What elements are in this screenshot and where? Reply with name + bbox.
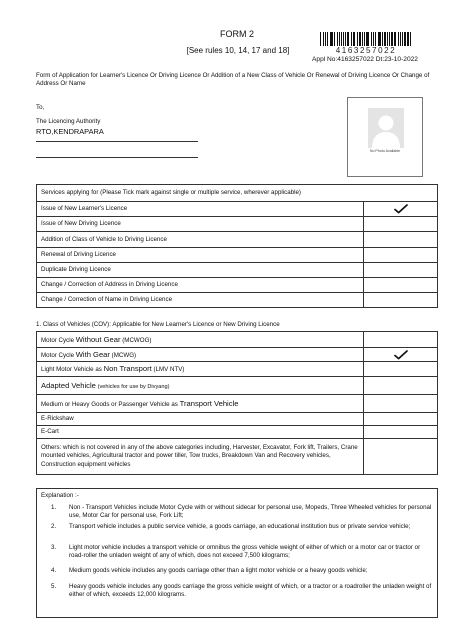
service-label: Change / Correction of Name in Driving Licence	[37, 293, 364, 308]
service-row	[37, 202, 438, 217]
barcode-bar	[391, 32, 392, 46]
barcode-bar	[404, 32, 406, 46]
service-label: Duplicate Driving Licence	[37, 262, 364, 277]
explanation-box	[36, 488, 438, 618]
barcode-bar	[389, 32, 390, 46]
explanation-number: 4.	[51, 567, 57, 574]
service-checkbox[interactable]	[364, 217, 438, 232]
vehicle-prefix: Motor Cycle	[41, 351, 75, 359]
vehicle-checkbox[interactable]	[364, 395, 438, 413]
explanation-item	[51, 583, 433, 599]
barcode-bar	[327, 32, 328, 46]
barcode-bar	[407, 32, 408, 46]
service-label: Change / Correction of Address in Driving Licence	[37, 277, 364, 292]
barcode-bar	[371, 32, 372, 46]
service-label: Renewal of Driving Licence	[37, 247, 364, 262]
service-label: Issue of New Driving Licence	[37, 217, 364, 232]
barcode-bar	[320, 32, 321, 46]
vehicle-prefix: Motor Cycle	[41, 336, 75, 344]
services-header: Services applying for (Please Tick mark against single or multiple service, wherever applicable)	[37, 185, 438, 202]
barcode-bar	[373, 32, 374, 46]
vehicle-checkbox[interactable]	[364, 332, 438, 348]
explanation-item	[51, 567, 433, 575]
explanation-text: Heavy goods vehicle includes any goods carriage the gross vehicle weight of which, or a tractor or a roadroller the unladen weight of either of which, exceeds 12,000 kilograms.	[69, 583, 432, 599]
service-label: Issue of New Learner's Licence	[37, 202, 364, 217]
barcode-bar	[334, 32, 335, 46]
barcode-bar	[357, 32, 358, 46]
vehicle-main: E-Rickshaw	[37, 413, 364, 426]
vehicle-main: With Gear	[75, 349, 110, 359]
vehicle-main: Without Gear	[75, 334, 121, 344]
addressee-rto: RTO,KENDRAPARA	[36, 127, 104, 136]
barcode-bar	[400, 32, 401, 46]
barcode-bar	[330, 32, 331, 46]
vehicle-main: Adapted Vehicle	[41, 380, 96, 390]
vehicle-class-table	[36, 331, 438, 475]
barcode-bar	[394, 32, 395, 46]
vehicle-checkbox[interactable]	[364, 439, 438, 475]
vehicle-row-mcwg	[37, 348, 438, 362]
services-table	[36, 184, 438, 308]
service-checkbox[interactable]	[364, 247, 438, 262]
barcode-bar	[359, 32, 360, 46]
barcode-bar	[364, 32, 365, 46]
vehicle-checkbox[interactable]	[364, 426, 438, 439]
barcode-bar	[402, 32, 403, 46]
barcode-bar	[347, 32, 349, 46]
vehicle-note: (vehicles for use by Divyang)	[97, 383, 170, 390]
barcode-bar	[362, 32, 363, 46]
form-title: FORM 2	[219, 29, 254, 39]
barcode-bar	[331, 32, 333, 46]
explanation-title: Explanation :-	[41, 492, 79, 499]
photo-caption: No Photo Available	[369, 149, 401, 153]
vehicle-main: Non Transport	[103, 364, 152, 374]
barcode-bar	[325, 32, 326, 46]
service-row	[37, 232, 438, 247]
cov-title: 1. Class of Vehicles (COV): Applicable for New Learner's Licence or New Driving Licence	[36, 321, 280, 328]
addressee-to: To,	[36, 104, 45, 111]
vehicle-checkbox[interactable]	[364, 362, 438, 377]
vehicle-row-lmv	[37, 362, 438, 377]
explanation-item	[51, 523, 433, 531]
form-description: Form of Application for Learner's Licence Or Driving Licence Or Addition of a New Class of Vehicle Or Renewal of Driving Licence Or Change of Address Or Name	[36, 72, 430, 88]
person-placeholder-icon	[368, 108, 404, 148]
barcode-bar	[410, 32, 411, 46]
vehicle-code: (MCWG)	[111, 351, 137, 359]
service-checkbox[interactable]	[364, 262, 438, 277]
service-checkbox[interactable]	[364, 293, 438, 308]
vehicle-checkbox[interactable]	[364, 413, 438, 426]
vehicle-label	[37, 395, 364, 413]
vehicle-main: Transport Vehicle	[179, 398, 239, 408]
barcode-bar	[351, 32, 352, 46]
explanation-number: 3.	[51, 544, 57, 551]
explanation-number: 2.	[51, 523, 57, 530]
barcode-bar	[343, 32, 344, 46]
barcode-bar	[341, 32, 342, 46]
barcode-bar	[323, 32, 324, 46]
vehicle-row-mhgv	[37, 395, 438, 413]
vehicle-row-others	[37, 439, 438, 475]
explanation-text: Light motor vehicle includes a transport vehicle or omnibus the gross vehicle weight of either of which or a motor car or tractor or road-roller the unladen weight of any of which, does not exceed 7,500 kilograms;	[69, 544, 421, 560]
explanation-number: 5.	[51, 583, 57, 590]
vehicle-label	[37, 332, 364, 348]
service-checkbox[interactable]	[364, 202, 438, 217]
vehicle-row-ecart	[37, 426, 438, 439]
service-checkbox[interactable]	[364, 277, 438, 292]
vehicle-checkbox[interactable]	[364, 377, 438, 395]
barcode-bar	[387, 32, 388, 46]
vehicle-others-label: Others: which is not covered in any of the above categories including, Harvester, Excavator, Fork lift, Trailers, Crane mounted vehicles, Agricultural tractor and power tiller, Tow trucks, Breakdown Van and Recovery vehicles, Construction equipment vehicles	[37, 439, 364, 475]
service-row	[37, 247, 438, 262]
vehicle-main: E-Cart	[37, 426, 364, 439]
vehicle-row-erickshaw	[37, 413, 438, 426]
barcode-bar	[354, 32, 355, 46]
explanation-text: Transport vehicle includes a public service vehicle, a goods carriage, an educational institution bus or private service vehicle;	[69, 523, 411, 530]
explanation-item	[51, 504, 433, 520]
service-checkbox[interactable]	[364, 232, 438, 247]
barcode-bar	[382, 32, 383, 46]
barcode-bar	[367, 32, 369, 46]
service-row	[37, 217, 438, 232]
vehicle-checkbox[interactable]	[364, 348, 438, 362]
vehicle-row-adapted	[37, 377, 438, 395]
barcode-bar	[339, 32, 340, 46]
explanation-text: Medium goods vehicle includes any goods carriage other than a light motor vehicle or a heavy goods vehicle;	[69, 567, 368, 574]
application-number: Appl No:4163257022 Dt:23-10-2022	[312, 56, 418, 63]
service-row	[37, 262, 438, 277]
vehicle-prefix: Medium or Heavy Goods or Passenger Vehicle as	[41, 400, 178, 408]
explanation-number: 1.	[51, 504, 57, 511]
vehicle-code: (LMV NTV)	[153, 366, 185, 374]
barcode-bar	[345, 32, 346, 46]
barcode-bar	[375, 32, 376, 46]
barcode-bar	[384, 32, 386, 46]
vehicle-label	[37, 348, 364, 362]
barcode-bar	[395, 32, 396, 46]
barcode-bar	[398, 32, 399, 46]
vehicle-label	[37, 362, 364, 377]
vehicle-code: (MCWOG)	[122, 336, 152, 344]
explanation-item	[51, 544, 433, 560]
vehicle-row-mcwog	[37, 332, 438, 348]
barcode	[320, 32, 412, 46]
service-row	[37, 293, 438, 308]
vehicle-label	[37, 377, 364, 395]
vehicle-prefix: Light Motor Vehicle as	[41, 366, 102, 374]
barcode-bar	[378, 32, 379, 46]
explanation-text: Non - Transport Vehicles include Motor Cycle with or without sidecar for personal use, Mopeds, Three Wheeled vehicles for personal use, Motor Car for personal use, Fork Lift;	[69, 504, 432, 520]
check-icon	[394, 350, 408, 360]
barcode-number: 4163257022	[335, 46, 397, 55]
service-row	[37, 277, 438, 292]
service-label: Addition of Class of Vehicle to Driving Licence	[37, 232, 364, 247]
barcode-bar	[353, 32, 354, 46]
applicant-photo	[347, 97, 423, 177]
barcode-bar	[379, 32, 380, 46]
address-line-2	[36, 157, 198, 158]
form-rules: [See rules 10, 14, 17 and 18]	[186, 46, 290, 55]
addressee-authority: The Licencing Authority	[36, 118, 101, 125]
barcode-bar	[337, 32, 338, 46]
check-icon	[394, 204, 408, 214]
barcode-bar	[366, 32, 367, 46]
address-line-1	[36, 141, 198, 142]
